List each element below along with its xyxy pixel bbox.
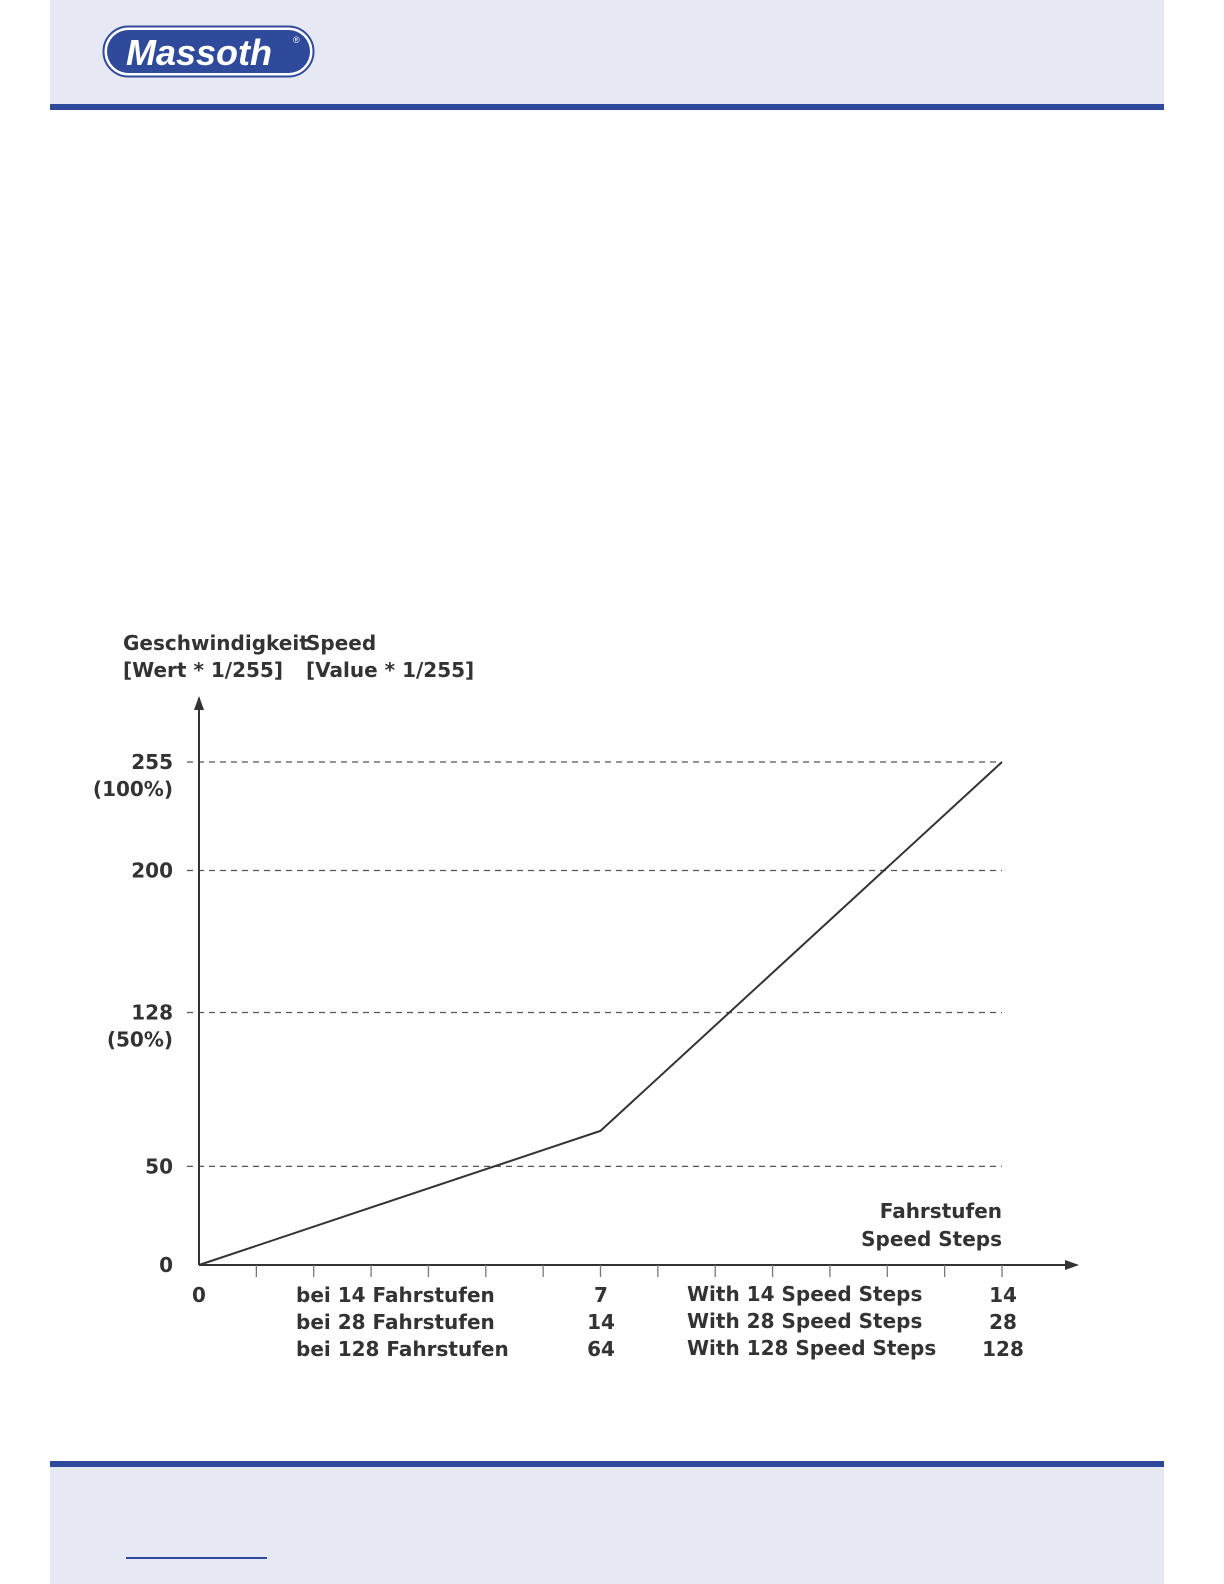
x-scale-mid: 14 xyxy=(587,1310,615,1334)
speed-curve-line xyxy=(199,762,1002,1265)
x-scale-label-en: With 14 Speed Steps xyxy=(687,1282,923,1306)
x-scale-max: 28 xyxy=(989,1310,1017,1334)
x-scale-label-de: bei 28 Fahrstufen xyxy=(296,1310,495,1334)
x-axis-label-en: Speed Steps xyxy=(861,1227,1002,1251)
header-rule xyxy=(50,104,1164,110)
x-scale-row xyxy=(296,1309,1017,1334)
x-scale-row xyxy=(296,1282,1017,1307)
speed-curve-chart xyxy=(0,600,1224,1400)
y-tick-label: 200 xyxy=(131,858,173,883)
footer-link-underline xyxy=(126,1557,267,1559)
logo-text: Massoth xyxy=(126,32,273,73)
series xyxy=(199,762,1002,1265)
x-scale-max: 14 xyxy=(989,1283,1017,1307)
x-scale-label-de: bei 14 Fahrstufen xyxy=(296,1283,495,1307)
gridlines xyxy=(187,762,1002,1166)
x-origin-label: 0 xyxy=(192,1283,206,1307)
footer-band xyxy=(50,1467,1164,1584)
y-ticks xyxy=(93,750,173,1277)
registered-mark: ® xyxy=(293,35,300,45)
x-scale-label-de: bei 128 Fahrstufen xyxy=(296,1337,509,1361)
y-tick-sublabel: (50%) xyxy=(106,1027,173,1052)
y-axis-label-en: Speed xyxy=(306,631,377,655)
x-ticks xyxy=(256,1265,1002,1277)
y-axis-label-de: Geschwindigkeit xyxy=(123,631,309,655)
x-scale-row xyxy=(296,1336,1024,1361)
y-axis-unit-de: [Wert * 1/255] xyxy=(123,658,283,682)
massoth-logo xyxy=(102,25,315,78)
y-axis-unit-en: [Value * 1/255] xyxy=(306,658,475,682)
y-tick-label: 0 xyxy=(159,1253,173,1277)
x-axis-label-de: Fahrstufen xyxy=(879,1199,1002,1223)
x-scale-label-en: With 28 Speed Steps xyxy=(687,1309,923,1333)
x-scale-max: 128 xyxy=(982,1337,1024,1361)
y-tick-label: 128 xyxy=(131,1000,173,1025)
x-scale-mid: 64 xyxy=(587,1337,615,1361)
y-tick-label: 50 xyxy=(145,1154,173,1179)
y-tick-sublabel: (100%) xyxy=(92,777,173,801)
x-scale-mid: 7 xyxy=(594,1283,608,1307)
x-scale-label-en: With 128 Speed Steps xyxy=(687,1336,937,1360)
y-tick-label: 255 xyxy=(131,750,173,774)
